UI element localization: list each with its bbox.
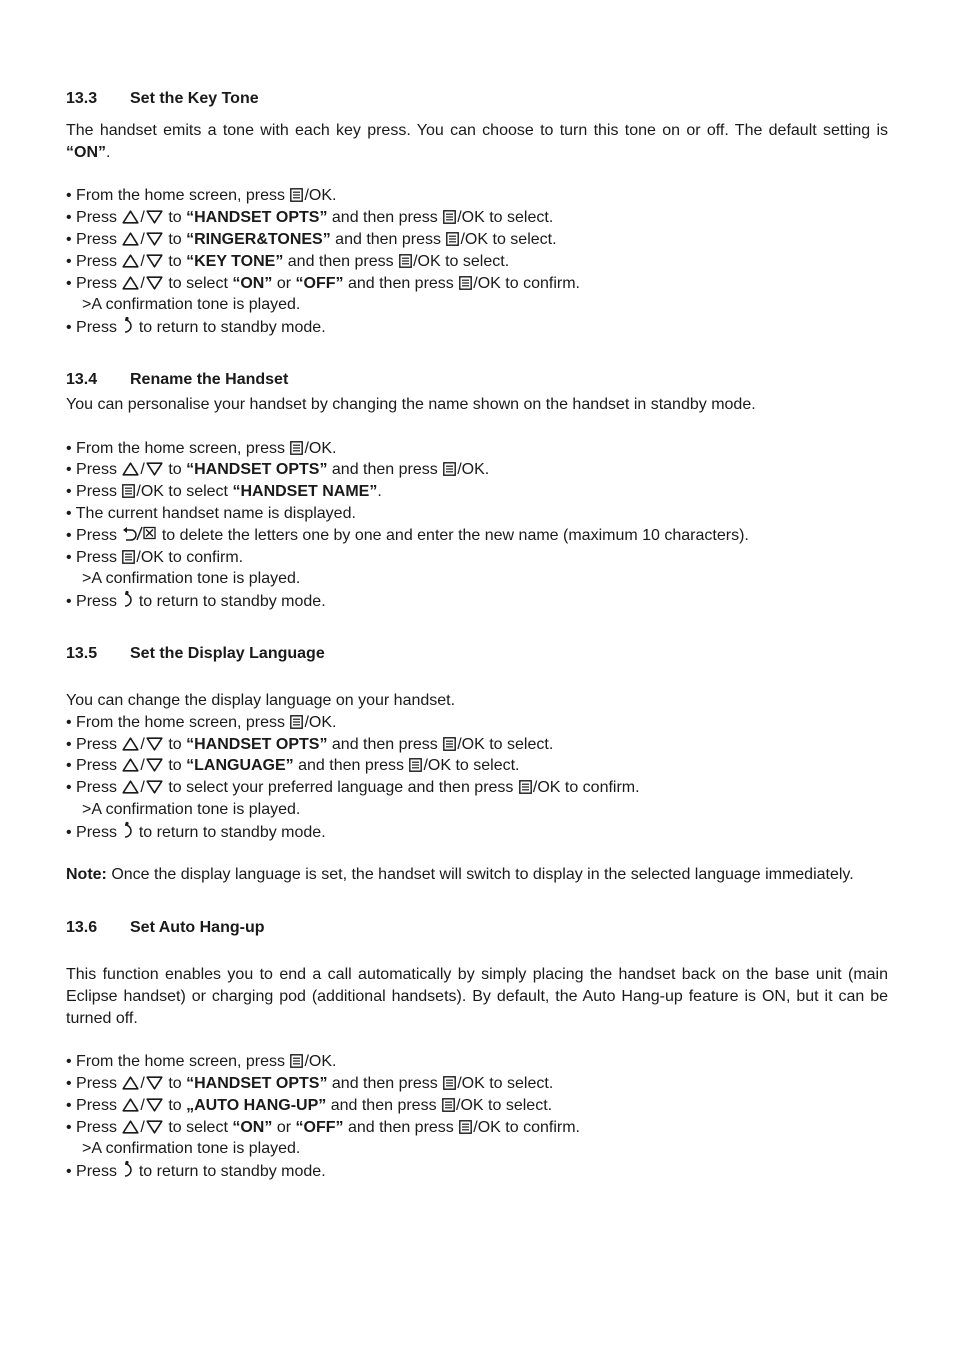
down-arrow-icon (146, 232, 163, 246)
step: • Press / to select “ON” or “OFF” and then press /OK to confirm. (66, 274, 580, 292)
back-delete-icon (122, 526, 156, 542)
section-intro: You can personalise your handset by changing the name shown on the handset in standby mode. (66, 395, 756, 413)
section-heading (66, 643, 888, 665)
end-call-icon (122, 590, 133, 608)
menu-ok-icon (122, 484, 135, 498)
down-arrow-icon (146, 737, 163, 751)
up-arrow-icon (122, 1098, 139, 1112)
note-label: Note: (66, 866, 107, 884)
up-arrow-icon (122, 1076, 139, 1090)
section-number: 13.5 (66, 644, 98, 662)
section-title: Set Auto Hang-up (130, 919, 265, 937)
end-call-icon (122, 821, 133, 839)
section-number: 13.3 (66, 90, 98, 107)
step-result: >A confirmation tone is played. (82, 1140, 301, 1158)
step: • Press / to “KEY TONE” and then press /OK to select. (66, 252, 510, 270)
step: • Press / to “HANDSET OPTS” and then press /OK. (66, 461, 490, 479)
section-heading (66, 88, 888, 110)
down-arrow-icon (146, 1098, 163, 1112)
section-13-4 (66, 369, 888, 612)
up-arrow-icon (122, 780, 139, 794)
step: • Press / to “LANGUAGE” and then press /OK to select. (66, 757, 520, 775)
step: • Press to return to standby mode. (66, 316, 888, 338)
section-intro: This function enables you to end a call automatically by simply placing the handset back on the base unit (main Eclipse handset) or charging pod (additional handsets). By default, the Auto Hang-up feature is ON, but it can be turned off. (66, 966, 888, 1027)
menu-ok-icon (446, 232, 459, 246)
end-call-icon (122, 1160, 133, 1178)
step: • From the home screen, press /OK. (66, 439, 337, 457)
step: • Press /OK to confirm. (66, 548, 244, 566)
down-arrow-icon (146, 758, 163, 772)
menu-ok-icon (290, 441, 303, 455)
step: • Press / to “RINGER&TONES” and then press /OK to select. (66, 230, 557, 248)
menu-ok-icon (442, 1098, 455, 1112)
step: • From the home screen, press /OK. (66, 713, 337, 731)
section-heading (66, 369, 888, 391)
step: • Press /OK to select “HANDSET NAME”. (66, 483, 382, 501)
step: • Press / to „AUTO HANG-UP” and then press /OK to select. (66, 1096, 553, 1114)
step: • Press / to select your preferred language and then press /OK to confirm. (66, 779, 640, 797)
step: • From the home screen, press /OK. (66, 1053, 337, 1071)
down-arrow-icon (146, 276, 163, 290)
up-arrow-icon (122, 1120, 139, 1134)
section-heading (66, 917, 888, 939)
section-title: Rename the Handset (130, 370, 289, 388)
down-arrow-icon (146, 1076, 163, 1090)
section-title: Set the Display Language (130, 644, 325, 662)
up-arrow-icon (122, 462, 139, 476)
step-result: >A confirmation tone is played. (82, 296, 301, 314)
section-13-5 (66, 643, 888, 886)
end-call-icon (122, 316, 133, 334)
step: • Press to delete the letters one by one and enter the new name (maximum 10 characters). (66, 526, 749, 544)
section-13-3 (66, 88, 888, 338)
step-result: >A confirmation tone is played. (82, 570, 301, 588)
up-arrow-icon (122, 276, 139, 290)
down-arrow-icon (146, 780, 163, 794)
menu-ok-icon (443, 210, 456, 224)
section-intro: You can change the display language on your handset. (66, 691, 456, 709)
down-arrow-icon (146, 1120, 163, 1134)
step: • Press / to select “ON” or “OFF” and then press /OK to confirm. (66, 1118, 580, 1136)
menu-ok-icon (459, 276, 472, 290)
up-arrow-icon (122, 210, 139, 224)
down-arrow-icon (146, 210, 163, 224)
up-arrow-icon (122, 758, 139, 772)
step: • Press / to “HANDSET OPTS” and then press /OK to select. (66, 1075, 554, 1093)
section-13-6 (66, 917, 888, 1182)
step: • Press to return to standby mode. (66, 1160, 888, 1182)
step: • Press to return to standby mode. (66, 590, 888, 612)
menu-ok-icon (409, 758, 422, 772)
section-number: 13.6 (66, 919, 98, 937)
note-text: Once the display language is set, the handset will switch to display in the selected language immediately. (106, 866, 854, 884)
up-arrow-icon (122, 254, 139, 268)
note (66, 864, 888, 886)
menu-ok-icon (122, 550, 135, 564)
menu-ok-icon (290, 715, 303, 729)
menu-ok-icon (459, 1120, 472, 1134)
down-arrow-icon (146, 254, 163, 268)
step-result: >A confirmation tone is played. (82, 800, 301, 818)
step: • Press / to “HANDSET OPTS” and then press /OK to select. (66, 735, 554, 753)
section-number: 13.4 (66, 370, 98, 388)
menu-ok-icon (443, 462, 456, 476)
up-arrow-icon (122, 737, 139, 751)
menu-ok-icon (399, 254, 412, 268)
step: • Press / to “HANDSET OPTS” and then press /OK to select. (66, 209, 554, 227)
section-title: Set the Key Tone (130, 90, 259, 107)
menu-ok-icon (519, 780, 532, 794)
menu-ok-icon (290, 188, 303, 202)
menu-ok-icon (290, 1054, 303, 1068)
menu-ok-icon (443, 737, 456, 751)
menu-ok-icon (443, 1076, 456, 1090)
down-arrow-icon (146, 462, 163, 476)
step: • Press to return to standby mode. (66, 821, 888, 843)
step: • The current handset name is displayed. (66, 504, 356, 522)
section-intro: The handset emits a tone with each key press. You can choose to turn this tone on or off. The default setting is “ON”. (66, 122, 888, 161)
manual-page (66, 88, 888, 1182)
step: • From the home screen, press /OK. (66, 187, 337, 205)
up-arrow-icon (122, 232, 139, 246)
